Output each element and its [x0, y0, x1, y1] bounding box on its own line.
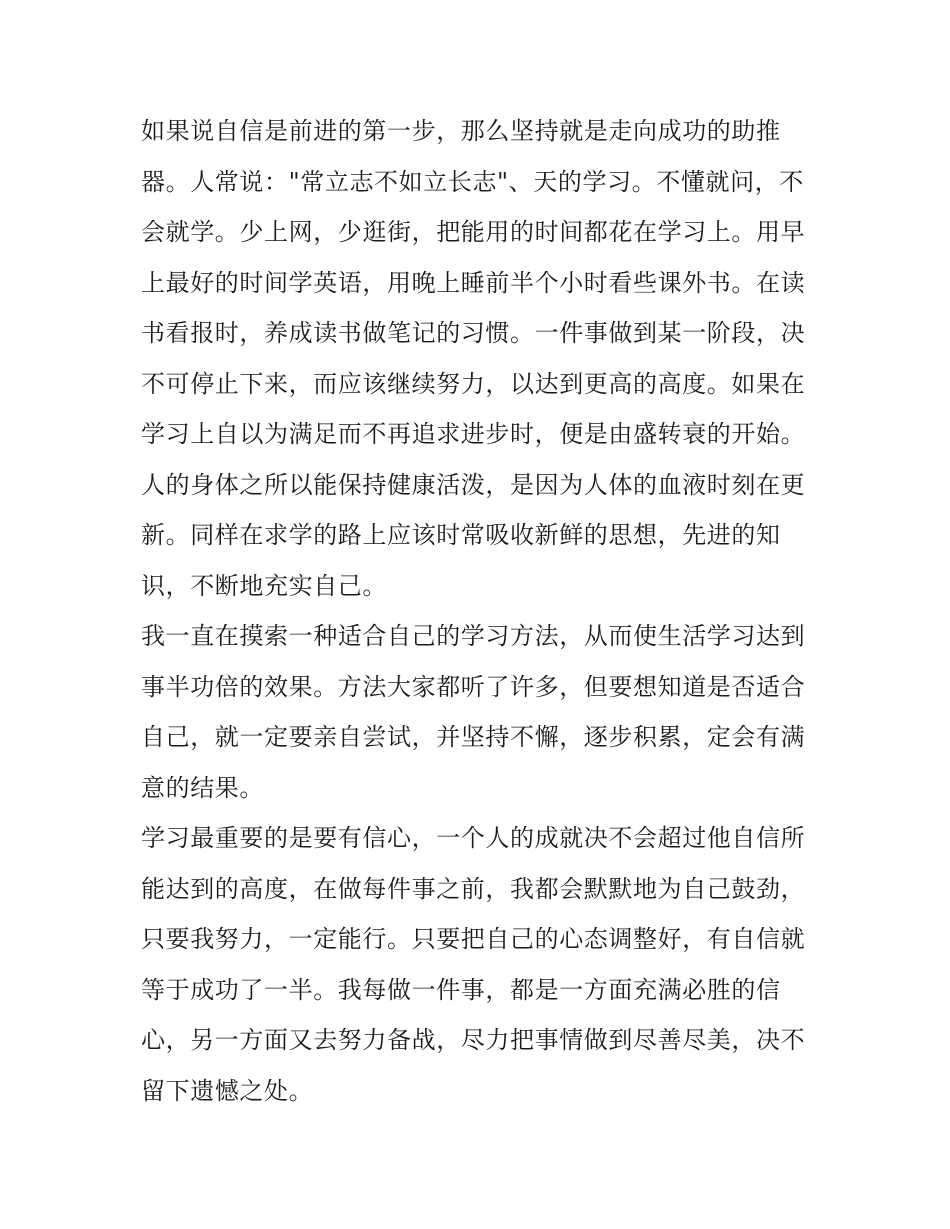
- text-line: 事半功倍的效果。方法大家都听了许多，但要想知道是否适合: [141, 672, 806, 701]
- text-line: 等于成功了一半。我每做一件事，都是一方面充满必胜的信: [141, 975, 781, 1004]
- paragraph-1: [141, 106, 821, 611]
- text-line: 学习最重要的是要有信心，一个人的成就决不会超过他自信所: [141, 824, 806, 852]
- text-line: 新。同样在求学的路上应该时常吸收新鲜的思想，先进的知: [141, 521, 781, 549]
- text-line: 不可停止下来，而应该继续努力，以达到更高的高度。如果在: [141, 369, 806, 398]
- paragraph-2: [141, 611, 821, 813]
- text-line: 我一直在摸索一种适合自己的学习方法，从而使生活学习达到: [141, 622, 806, 650]
- text-line: 书看报时，养成读书做笔记的习惯。一件事做到某一阶段，决: [141, 319, 806, 347]
- document-body: [141, 106, 821, 1116]
- text-line: 会就学。少上网，少逛街，把能用的时间都花在学习上。用早: [141, 218, 806, 246]
- text-line: 学习上自以为满足而不再追求进步时，便是由盛转衰的开始。: [141, 420, 806, 448]
- text-line: 心，另一方面又去努力备战，尽力把事情做到尽善尽美，决不: [141, 1026, 806, 1054]
- text-line: 上最好的时间学英语，用晚上睡前半个小时看些课外书。在读: [141, 268, 806, 297]
- text-line: 自己，就一定要亲自尝试，并坚持不懈，逐步积累，定会有满: [141, 723, 806, 751]
- text-line: 器。人常说："常立志不如立长志"、天的学习。不懂就问，不: [141, 167, 804, 196]
- text-line: 人的身体之所以能保持健康活泼，是因为人体的血液时刻在更: [141, 470, 806, 499]
- text-line: 留下遗憾之处。: [141, 1076, 314, 1105]
- text-line: 能达到的高度，在做每件事之前，我都会默默地为自己鼓劲，: [141, 874, 806, 903]
- text-line: 意的结果。: [141, 773, 264, 802]
- text-line: 只要我努力，一定能行。只要把自己的心态调整好，有自信就: [141, 925, 806, 953]
- text-line: 识，不断地充实自己。: [141, 571, 387, 600]
- text-line: 如果说自信是前进的第一步，那么坚持就是走向成功的助推: [141, 117, 781, 145]
- paragraph-3: [141, 813, 821, 1116]
